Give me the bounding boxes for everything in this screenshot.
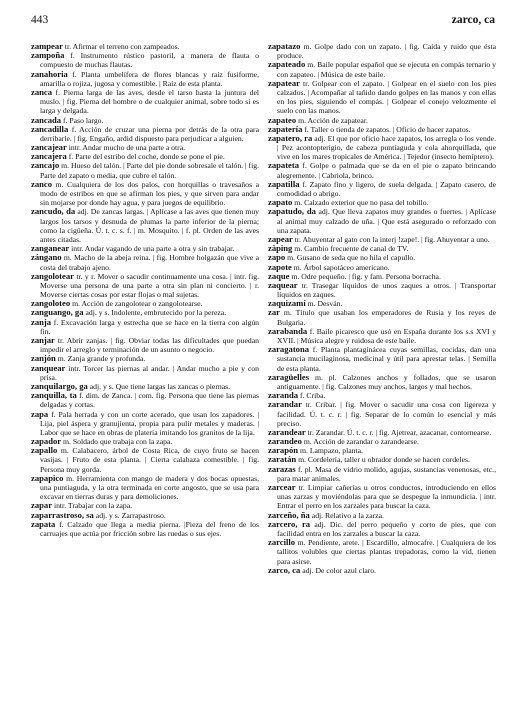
entry-headword: zaquear [268, 279, 298, 290]
entry-headword: zapa [31, 408, 49, 419]
entry-headword: zanquilla, ta [31, 390, 77, 401]
entry-definition: adj. De color azul claro. [302, 565, 377, 575]
dictionary-entry [31, 474, 259, 502]
dictionary-entry [31, 511, 259, 520]
dictionary-entry [268, 134, 496, 162]
entry-definition: m. Acción de zarandar o zarandearse. [303, 437, 419, 447]
entry-headword: zangolotear [31, 270, 74, 281]
entry-definition: f. Pierna larga de las aves, desde el tarso hasta la juntura del muslo. | fig. Pierna del hombre o de cualquier animal, sobre todo si es larga y delgada. [40, 87, 260, 116]
entry-headword: zaquizamí [268, 298, 306, 309]
dictionary-entry [268, 60, 496, 78]
dictionary-entry [31, 244, 259, 253]
dictionary-entry [268, 538, 496, 566]
dictionary-entry [31, 42, 259, 51]
entry-definition: f. Parte del estribo del coche, donde se pone el pie. [68, 152, 225, 162]
entry-definition: f. Paso largo. [63, 115, 104, 125]
entry-headword: zapallo [31, 445, 58, 456]
dictionary-entry [268, 455, 496, 464]
dictionary-entry [268, 520, 496, 538]
dictionary-entry [31, 391, 259, 409]
entry-headword: zarabanda [268, 325, 308, 336]
entry-headword: zapateado [268, 59, 306, 70]
dictionary-entry [268, 263, 496, 272]
entry-definition: tr. Cribar. | fig. Mover o sacudir una cosa con ligereza y facilidad. Ú. t. c. r. | fig. Separar de lo común lo esencial y más preciso. [277, 400, 496, 428]
entry-headword: zanahoria [31, 68, 68, 79]
entry-headword: zancajera [31, 151, 67, 162]
entry-headword: zaparrastroso, sa [31, 509, 94, 520]
entry-headword: zarapón [268, 445, 299, 456]
entry-definition: m. Hueso del talón. | Parte del pie donde sobresale el talón. | fig. Parte del zapato o media, que cubre el talón. [40, 161, 259, 180]
entry-headword: zanco [31, 178, 53, 189]
dictionary-entry [268, 161, 496, 179]
entry-headword: zapata [31, 518, 56, 529]
entry-headword: zapatazo [268, 41, 301, 51]
dictionary-entry [31, 51, 259, 69]
dictionary-entry [268, 566, 496, 575]
dictionary-entry [268, 79, 496, 116]
entry-definition: adj. El que por oficio hace zapatos, los arregla o los vende. | Pez acontopterigio, de cabeza puntiaguda y cola ahorquillada, que vive en los mares tropicales de América. | Tejedor (insecto hemíptero). [277, 133, 496, 162]
entry-headword: zarandear [268, 426, 306, 437]
dictionary-entry [31, 437, 259, 446]
entry-definition: f. Criba. [300, 391, 326, 401]
dictionary-entry [31, 125, 259, 143]
entry-definition: m. Soldado que trabaja con la zapa. [63, 437, 173, 447]
entry-definition: m. pl. Calzones anchos y follados, que se usaron antiguamente. | fig. Calzones muy anchos, largos y mal hechos. [277, 372, 497, 391]
entry-definition: tr. Zarandar. Ú. t. c. r. | fig. Ajetrear, azacanar, contornearse. [307, 427, 492, 437]
entry-headword: zángano [31, 252, 62, 263]
dictionary-entry [268, 483, 496, 511]
entry-definition: f. Excavación larga y estrecha que se hace en la tierra con algún fin. [40, 317, 260, 336]
entry-definition: intr. Andar mucho de una parte a otra. [68, 143, 186, 153]
entry-definition: f. pl. Masa de vidrio molido, agujas, sustancias venenosas, etc., para matar animales. [277, 464, 496, 483]
entry-headword: zancudo, da [31, 206, 76, 217]
entry-headword: zaque [268, 270, 290, 281]
entry-definition: m. Cordelería, taller u obrador donde se hacen cordeles. [298, 455, 470, 465]
entry-definition: f. Zapato fino y ligero, de suela delgada. | Zapato casero, de comodidad o abrigo. [277, 179, 496, 198]
dictionary-entry [31, 364, 259, 382]
entry-definition: f. Golpe o palmada que se da en el pie o zapato brincando alegremente. | Cabriola, brinco. [277, 161, 497, 180]
entry-headword: zanquear [31, 362, 66, 373]
entry-definition: tr. Afirmar el terreno con zampeados. [64, 42, 180, 51]
entry-definition: tr. Ahuyentar al gato con la interj !zape!. | fig. Ahuyentar a uno. [294, 234, 490, 244]
entry-headword: zapato [268, 197, 293, 208]
entry-definition: m. Desván. [307, 299, 343, 309]
entry-definition: f. Planta plantagínácea cuyas semillas, cocidas, dan una sustancia mucilaginosa, medicinal y útil para aprestar telas. | Semilla de esta planta. [277, 345, 497, 373]
entry-headword: zanja [31, 316, 52, 327]
entry-headword: zarceño, ña [268, 509, 310, 520]
entry-headword: zarco, ca [268, 564, 301, 575]
entry-definition: m. Pendiente, arete. | Escardillo, almocafre. | Cualquiera de los tallitos volubles que ciertas plantas trepadoras, como la vid, tienen para asirse. [277, 538, 497, 566]
dictionary-entry [31, 446, 259, 474]
entry-headword: zancadilla [31, 123, 69, 134]
entry-definition: m. Odre pequeño. | fig. y fam. Persona borracha. [291, 271, 441, 281]
entry-headword: zapatilla [268, 178, 300, 189]
entry-definition: f. Planta umbelífera de flores blancas y raíz fusiforme, amarilla o rojiza, jugosa y comestible. | Raíz de esta planta. [40, 69, 260, 88]
entry-definition: tr. Abrir zanjas. | fig. Obviar todas las dificultades que puedan impedir el arreglo y terminación de un asunto o negocio. [40, 336, 260, 355]
entry-headword: zàping [268, 243, 293, 254]
entry-headword: zapear [268, 233, 293, 244]
entry-definition: m. Lampazo, planta. [300, 446, 363, 456]
entry-definition: adj. y s. Indolente, embrutecido por la pereza. [85, 308, 227, 318]
dictionary-entry [31, 308, 259, 317]
entry-headword: zapatudo, da [268, 206, 316, 217]
entry-definition: m. Calabacero, árbol de Costa Rica, de cuyo fruto se hacen vasijas. | Fruto de esta planta. | Cierta calabaza comestible. | fig. Persona muy gorda. [40, 446, 260, 474]
entry-definition: m. Baile popular español que se ejecuta en compás ternario y con zapateo. | Música de este baile. [277, 60, 497, 79]
entry-definition: f. Instrumento rústico pastoril, a manera de flauta o compuesto de muchas flautas. [40, 51, 260, 70]
dictionary-entry [268, 437, 496, 446]
entry-headword: zangoloteo [31, 298, 71, 309]
entry-headword: zarandar [268, 399, 302, 410]
entry-headword: zapo [268, 252, 286, 263]
entry-headword: zapapico [31, 472, 64, 483]
entry-headword: zarazas [268, 463, 296, 474]
entry-definition: m. Cualquiera de los dos palos, con horquillas o travesaños a modo de estribos en que se afirman los pies, y que sirven para andar sin mojarse por donde hay agua, y para juegos de equilibrio. [40, 179, 260, 208]
entry-headword: zancada [31, 114, 62, 125]
entry-definition: m. Macho de la abeja reina. | fig. Hombre holgazán que vive a costa del trabajo ajeno. [40, 253, 259, 272]
entry-headword: zaragatona [268, 344, 310, 355]
page-number: 443 [31, 14, 49, 26]
entry-definition: m. Zanja grande y profunda. [57, 354, 146, 364]
dictionary-entry [268, 428, 496, 437]
entry-definition: tr. Golpear con el zapato. | Golpear en el suelo con los pies calzados. | Acompañar al tañido dando golpes en las manos y con ellas en los pies, siguiendo el compás. | Golpear el conejo velozmente el suelo con las manos. [277, 78, 497, 116]
dictionary-entry [31, 336, 259, 354]
entry-headword: zaratán [268, 454, 297, 465]
entry-definition: m. Acción de zangolotear o zangolotearse. [72, 299, 203, 309]
entry-headword: zarcillo [268, 537, 296, 548]
entry-headword: zarcear [268, 482, 296, 492]
entry-definition: adj. Que lleva zapatos muy grandes o fuertes. | Aplícase al animal muy calzado de uña. | Que está asegurado o reforzado con una zapata. [277, 207, 497, 235]
dictionary-entry [268, 465, 496, 483]
running-head: zarco, ca [451, 14, 495, 26]
right-column [268, 42, 496, 575]
entry-definition: m. Cambio frecuente de canal de TV. [294, 244, 409, 254]
entry-headword: zapatear [268, 77, 300, 88]
entry-headword: zapador [31, 436, 62, 447]
entry-definition: adj. y s. Que tiene largas las zancas o piernas. [89, 381, 231, 391]
dictionary-entry [31, 253, 259, 271]
dictionary-entry [31, 70, 259, 88]
entry-headword: zanguango, ga [31, 307, 84, 318]
entry-headword: zar [268, 307, 280, 318]
dictionary-entry [31, 520, 259, 538]
entry-definition: adj. Dic. del perro pequeño y corto de pies, que con facilidad entra en los zarzales a buscar la caza. [277, 519, 497, 538]
entry-headword: zanjar [31, 335, 55, 345]
entry-definition: tr. Limpiar cañerías u otros conductos, introduciendo en ellos unas zarzas y moviéndolas para que se despegue la inmundicia. | intr. Entrar el perro en los zarzales para buscar la caza. [277, 483, 496, 511]
left-column [31, 42, 259, 538]
dictionary-entry [31, 207, 259, 244]
dictionary-entry [268, 207, 496, 235]
entry-headword: zancajear [31, 142, 67, 153]
entry-headword: zapatero, ra [268, 132, 313, 143]
entry-definition: m. Gusano de seda que no hila el capullo. [287, 253, 416, 263]
dictionary-entry [268, 281, 496, 299]
dictionary-entry [31, 161, 259, 179]
entry-definition: adj. De zancas largas. | Aplícase a las aves que tienen muy largos los tarsos y desnuda de plumas la parte inferior de la pierna; como la cigüeña. Ú. t. c. s. f. | m. Mosquito. | f. pl. Orden de las aves antes citadas. [40, 207, 260, 244]
dictionary-entry [268, 272, 496, 281]
entry-definition: f. Acción de cruzar una pierna por detrás de la otra para derribarle. | fig. Engaño, ardid dispuesto para perjudicar a alguien. [40, 124, 260, 143]
entry-headword: zanganear [31, 243, 70, 254]
entry-headword: zapateta [268, 160, 300, 171]
entry-headword: zaragüelles [268, 371, 310, 382]
entry-definition: intr. Trabajar con la zapa. [53, 501, 133, 511]
dictionary-entry [268, 391, 496, 400]
dictionary-entry [31, 410, 259, 438]
dictionary-entry [268, 244, 496, 253]
entry-definition: intr. Andar vagando de una parte a otra y sin trabajar. [71, 244, 235, 254]
entry-definition: intr. Torcer las piernas al andar. | Andar mucho a pie y con prisa. [40, 363, 259, 382]
dictionary-entry [268, 373, 496, 391]
entry-definition: adj. y s. Zarrapastroso. [95, 510, 166, 520]
entry-definition: f. dim. de Zanca. | com. fig. Persona que tiene las piernas delgadas y cortas. [40, 391, 259, 410]
dictionary-entry [268, 345, 496, 373]
entry-definition: tr. y r. Mover o sacudir continuamente una cosa. | intr. fig. Moverse una persona de una parte a otra sin plan ni concierto. | r. Moverse ciertas cosas por estar flojas o mal sujetas. [40, 271, 259, 300]
entry-headword: zapar [31, 500, 53, 511]
entry-definition: adj. Relativo a la zarza. [311, 510, 384, 520]
entry-headword: zampear [31, 41, 63, 51]
entry-definition: tr. Trasegar líquidos de unos zaques a otros. | Transportar líquidos en zaques. [277, 280, 496, 300]
entry-headword: zarandeo [268, 436, 302, 447]
entry-headword: zanquilargo, ga [31, 380, 88, 391]
dictionary-entry [268, 180, 496, 198]
entry-headword: zanca [31, 86, 53, 97]
entry-headword: zapote [268, 261, 292, 272]
dictionary-entry [31, 180, 259, 208]
entry-definition: m. Golpe dado con un zapato. | fig. Caída y ruido que ésta produce. [277, 42, 496, 61]
entry-headword: zarcero, ra [268, 518, 311, 529]
dictionary-entry [268, 235, 496, 244]
entry-definition: m. Título que usaban los emperadores de Rusia y los reyes de Bulgaria. [277, 308, 496, 327]
entry-headword: zaranda [268, 390, 299, 401]
dictionary-entry [268, 42, 496, 60]
entry-definition: m. Acción de zapatear. [298, 115, 368, 125]
dictionary-entry [268, 400, 496, 428]
entry-definition: f. Pala herrada y con un corte acerado, que usan los zapadores. | Lija, piel áspera y granujienta, propia para pulir metales y maderas. | Labor que se hace en obras de platería imitando los granitos de la lija. [40, 409, 259, 437]
entry-headword: zampoña [31, 50, 65, 61]
entry-definition: m. Calzado exterior que no pasa del tobillo. [294, 198, 429, 208]
dictionary-entry [31, 272, 259, 300]
entry-definition: m. Árbol sapotáceo americano. [293, 262, 390, 272]
dictionary-entry [268, 253, 496, 262]
entry-headword: zancajo [31, 160, 60, 171]
entry-headword: zanjón [31, 353, 56, 364]
dictionary-entry [268, 308, 496, 326]
dictionary-entry [31, 88, 259, 116]
entry-definition: f. Baile picaresco que usó en España durante los s.s XVI y XVII. | Música alegre y ruidosa de este baile. [277, 326, 497, 345]
entry-headword: zapatería [268, 123, 303, 134]
entry-headword: zapateo [268, 114, 297, 125]
entry-definition: m. Herramienta con mango de madera y dos bocas opuestas, una puntiaguda, y la otra terminada en corte angosto, que se usa para excavar en tierras duras y para demoliciones. [40, 473, 260, 502]
entry-definition: f. Taller o tienda de zapatos. | Oficio de hacer zapatos. [304, 124, 471, 134]
entry-definition: f. Calzado que llega a media pierna. |Pieza del freno de los carruajes que actúa por fricción sobre las ruedas o sus ejes. [40, 519, 259, 538]
dictionary-entry [31, 318, 259, 336]
dictionary-entry [268, 327, 496, 345]
